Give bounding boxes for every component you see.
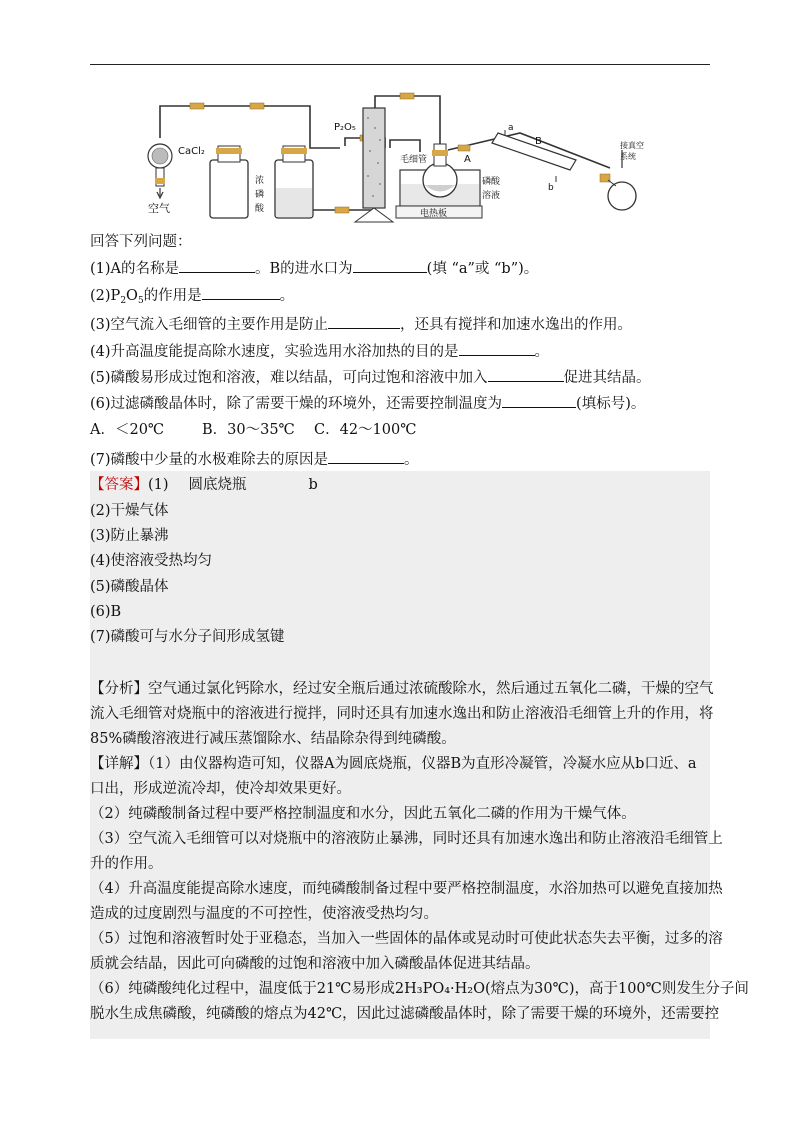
analysis-line: 【分析】空气通过氯化钙除水，经过安全瓶后通过浓硫酸除水，然后通过五氧化二磷，干燥的空气 [90,681,714,697]
detail-line: （4）升高温度能提高除水速度，而纯磷酸制备过程中要严格控制温度，水浴加热可以避免直接加热 [90,881,723,897]
question-2 [90,285,710,311]
q4-text-a: (4)升高温度能提高除水速度，实验选用水浴加热的目的是 [90,344,459,360]
a1-second: b [308,477,318,493]
question-5 [90,367,710,388]
vacuum-label-2: 系统 [620,152,636,161]
q2-text-a: (2) [90,288,111,304]
acid-char-3: 酸 [255,204,265,214]
q6-text-b: (填标号)。 [576,396,646,412]
question-6 [90,393,710,414]
q6-option-a: A．＜20℃ [90,422,165,438]
header-rule [90,64,710,65]
analysis-line: 流入毛细管对烧瓶中的溶液进行搅拌，同时还具有加速水逸出和防止溶液沿毛细管上升的作用，将 [90,706,714,722]
vacuum-label-1: 接真空 [620,141,644,150]
p2o5-label: P₂O₅ [334,122,356,133]
capillary-label: 毛细管 [400,155,428,165]
q2-blank [202,285,280,300]
condenser-B-label: B [535,136,542,147]
solution-label-1: 磷酸 [482,177,501,187]
detail-line: 造成的过度剧烈与温度的不可控性，使溶液受热均匀。 [90,906,438,922]
q6-blank [502,393,576,408]
q4-blank [459,341,535,356]
q2-text-c: 。 [279,288,295,304]
detail-paragraph-4 [90,877,723,927]
q5-text-a: (5)磷酸易形成过饱和溶液，难以结晶，可向过饱和溶液中加入 [90,370,488,386]
acid-char-2: 磷 [255,190,265,200]
detail-line: 【详解】（1）由仪器构造可知，仪器A为圆底烧瓶，仪器B为直形冷凝管，冷凝水应从b口近、a [90,756,697,772]
q1-text-a: (1)A的名称是 [90,261,180,277]
cacl2-label: CaCl₂ [178,146,205,157]
q5-text-b: 促进其结晶。 [563,370,651,386]
question-4 [90,341,710,362]
a1-num: (1) [148,477,169,493]
q6-text-a: (6)过滤磷酸晶体时，除了需要干燥的环境外，还需要控制温度为 [90,396,503,412]
detail-paragraph-1 [90,752,710,802]
acid-char-1: 浓 [255,176,265,186]
question-7 [90,449,710,470]
question-intro: 回答下列问题： [90,234,192,250]
detail-line: 口出，形成逆流冷却，使冷却效果更好。 [90,781,351,797]
detail-line: （3）空气流入毛细管可以对烧瓶中的溶液防止暴沸，同时还具有加速水逸出和防止溶液沿毛细管上 [90,831,723,847]
detail-paragraph-5 [90,927,723,977]
detail-paragraph-6 [90,977,749,1027]
detail-line: （6）纯磷酸纯化过程中，温度低于21℃易形成2H₃PO₄·H₂O(熔点为30℃)，高于100℃则发生分子间 [90,981,749,997]
analysis-line: 85%磷酸溶液进行减压蒸馏除水、结晶除杂得到纯磷酸。 [90,731,456,747]
q7-blank [328,449,404,464]
inlet-a-label: a [508,123,514,133]
hot-plate-label: 电热板 [420,209,448,219]
answer-tag: 【答案】 [90,477,148,493]
detail-line: （2）纯磷酸制备过程中要严格控制温度和水分，因此五氧化二磷的作用为干燥气体。 [90,806,636,822]
answer-4: (4)使溶液受热均匀 [90,553,213,569]
answer-5: (5)磷酸晶体 [90,579,169,595]
q5-blank [488,367,564,382]
flask-A-label: A [464,154,471,165]
analysis-paragraph [90,677,714,752]
answer-3: (3)防止暴沸 [90,528,169,544]
q2-text-b: 的作用是 [143,288,202,304]
apparatus-svg [130,88,670,238]
apparatus-diagram [130,88,670,238]
q1-text-c: (填 “a”或 “b”)。 [426,261,539,277]
detail-line: （5）过饱和溶液暂时处于亚稳态，当加入一些固体的晶体或晃动时可使此状态失去平衡，过多的溶 [90,931,723,947]
detail-paragraph-2 [90,802,710,827]
question-6-options [90,420,710,440]
answer-6: (6)B [90,604,122,620]
q1-blank-2 [353,258,427,273]
a1-first: 圆底烧瓶 [188,477,247,493]
q6-option-b: B．30～35℃ [202,422,295,438]
p2o5-formula: $P_2O_5$ [110,288,144,306]
detail-line: 升的作用。 [90,856,163,872]
detail-line: 脱水生成焦磷酸，纯磷酸的熔点为42℃，因此过滤磷酸晶体时，除了需要干燥的环境外，还需要控 [90,1006,720,1022]
answer-2: (2)干燥气体 [90,503,169,519]
inlet-b-label: b [548,183,554,193]
answer-block [90,471,749,1039]
q7-text-b: 。 [404,452,419,468]
q3-text-a: (3)空气流入毛细管的主要作用是防止 [90,317,329,333]
q1-blank-1 [179,258,255,273]
solution-label-2: 溶液 [482,191,501,201]
question-3 [90,314,710,335]
air-label: 空气 [148,202,170,215]
answer-7: (7)磷酸可与水分子间形成氢键 [90,629,285,645]
q3-text-b: ，还具有搅拌和加速水逸出的作用。 [400,317,633,333]
q4-text-b: 。 [534,344,550,360]
q6-option-c: C．42～100℃ [314,422,417,438]
q3-blank [328,314,400,329]
question-1 [90,258,710,279]
q1-text-b: 。B的进水口为 [255,261,353,277]
detail-paragraph-3 [90,827,723,877]
detail-line: 质就会结晶，因此可向磷酸的过饱和溶液中加入磷酸晶体促进其结晶。 [90,956,540,972]
q7-text-a: (7)磷酸中少量的水极难除去的原因是 [90,452,329,468]
answer-1 [90,475,318,495]
